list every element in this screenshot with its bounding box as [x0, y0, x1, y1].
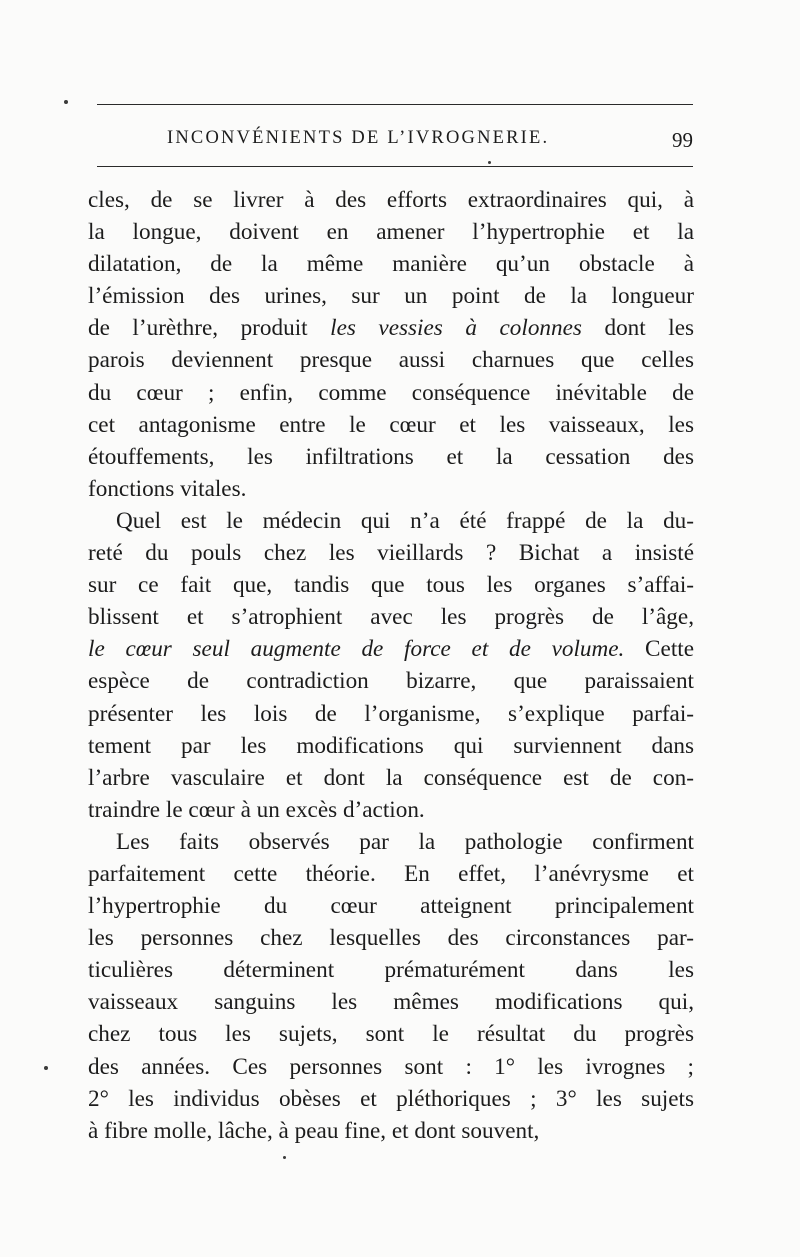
ink-speck: [44, 1066, 48, 1070]
header-top-rule: [97, 104, 693, 105]
text-line: Les faits observés par la pathologie confirment: [116, 828, 694, 855]
text-line: sur ce fait que, tandis que tous les organes s’affai-: [88, 572, 694, 599]
text-line: l’hypertrophie du cœur atteignent principalement: [88, 893, 694, 920]
text-line: Quel est le médecin qui n’a été frappé de la du-: [116, 507, 694, 534]
text-line: fonctions vitales.: [88, 475, 247, 502]
text-line: les personnes chez lesquelles des circonstances par-: [88, 925, 694, 952]
text-line: la longue, doivent en amener l’hypertrophie et la: [88, 219, 694, 246]
paragraph: [88, 184, 694, 505]
text-line: présenter les lois de l’organisme, s’explique parfai-: [88, 700, 694, 727]
text-run: de l’urèthre, produit: [88, 315, 331, 342]
body-text: [88, 184, 694, 1147]
text-line: cles, de se livrer à des efforts extraordinaires qui, à: [88, 187, 694, 213]
text-line: espèce de contradiction bizarre, que paraissaient: [88, 668, 694, 695]
paragraph: [88, 505, 694, 826]
text-run: Cette: [624, 636, 694, 663]
text-line: l’émission des urines, sur un point de la longueur: [88, 283, 694, 310]
text-line: parois deviennent presque aussi charnues que celles: [88, 347, 694, 374]
text-line: tement par les modifications qui surviennent dans: [88, 732, 694, 759]
text-run: dont les: [581, 315, 695, 342]
text-line: des années. Ces personnes sont : 1° les ivrognes ;: [88, 1053, 694, 1080]
ink-speck: [283, 1156, 286, 1159]
text-line: parfaitement cette théorie. En effet, l’anévrysme et: [88, 860, 694, 887]
text-line: du cœur ; enfin, comme conséquence inévitable de: [88, 379, 694, 406]
text-line: 2° les individus obèses et pléthoriques ; 3° les sujets: [88, 1085, 694, 1112]
paragraph: [88, 826, 694, 1147]
text-line: traindre le cœur à un excès d’action.: [88, 796, 425, 823]
text-line: [88, 633, 694, 665]
text-line: à fibre molle, lâche, à peau fine, et dont souvent,: [88, 1117, 540, 1144]
text-line: l’arbre vasculaire et dont la conséquence est de con-: [88, 764, 694, 791]
page-number: 99: [672, 128, 693, 152]
text-line: vaisseaux sanguins les mêmes modifications qui,: [88, 989, 694, 1016]
page-header: [97, 120, 693, 160]
text-line: dilatation, de la même manière qu’un obstacle à: [88, 251, 694, 278]
text-line: cet antagonisme entre le cœur et les vaisseaux, les: [88, 411, 694, 438]
text-line: blissent et s’atrophient avec les progrès de l’âge,: [88, 604, 694, 631]
italic-run: le cœur seul augmente de force et de volume.: [88, 636, 625, 663]
text-line: reté du pouls chez les vieillards ? Bichat a insisté: [88, 540, 694, 567]
ink-speck: [64, 100, 68, 104]
ink-speck: [488, 161, 491, 164]
text-line: étouffements, les infiltrations et la cessation des: [88, 443, 694, 470]
text-line: [88, 312, 694, 344]
running-head: INCONVÉNIENTS DE L’IVROGNERIE.: [167, 128, 550, 148]
header-bottom-rule: [97, 166, 693, 167]
text-line: chez tous les sujets, sont le résultat du progrès: [88, 1021, 694, 1048]
text-line: ticulières déterminent prématurément dans les: [88, 957, 694, 984]
italic-run: les vessies à colonnes: [330, 315, 582, 342]
